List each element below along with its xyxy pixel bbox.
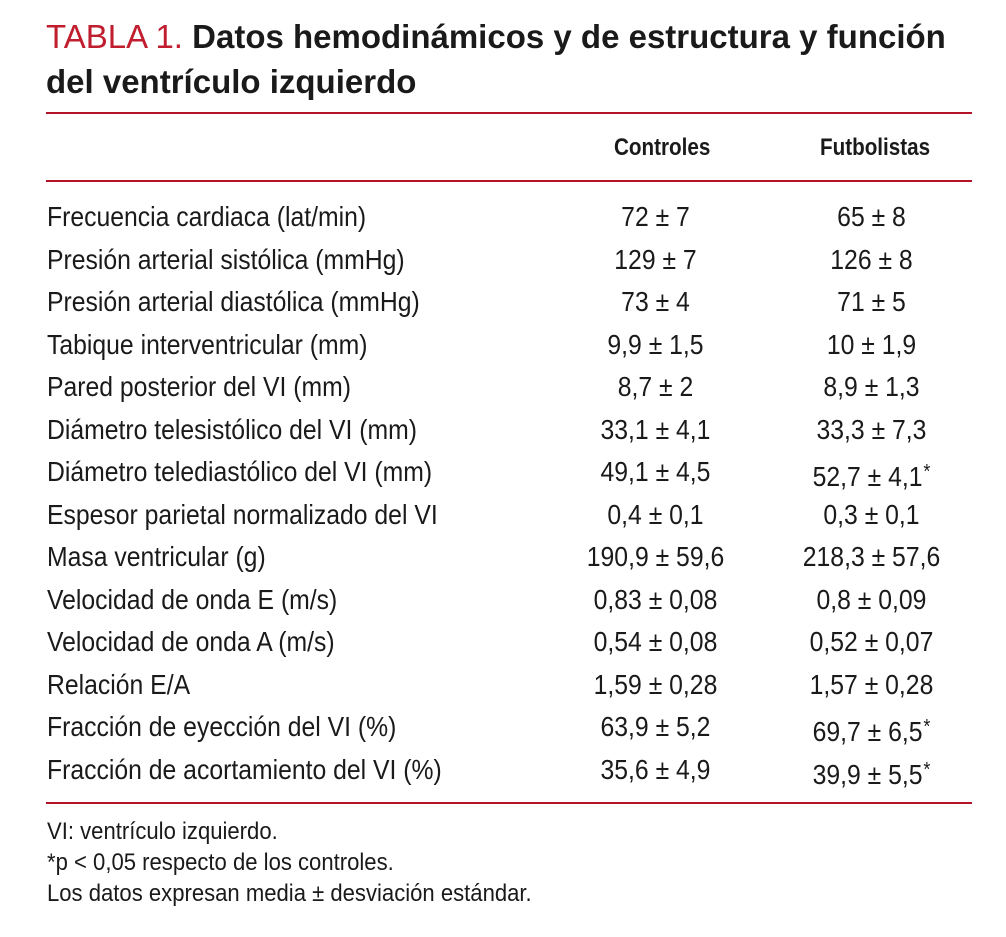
row-value-controles bbox=[559, 281, 753, 324]
row-value-futbolistas bbox=[775, 366, 969, 409]
table-row bbox=[0, 706, 1006, 749]
row-parameter: Presión arterial diastólica (mmHg) bbox=[47, 286, 420, 317]
row-value-futbolistas bbox=[775, 196, 969, 239]
row-value-controles bbox=[559, 366, 753, 409]
table-row bbox=[0, 621, 1006, 664]
row-value-controles bbox=[559, 664, 753, 707]
row-parameter: Fracción de eyección del VI (%) bbox=[47, 711, 397, 742]
table-row bbox=[0, 239, 1006, 282]
row-parameter: Masa ventricular (g) bbox=[47, 541, 266, 572]
row-parameter: Velocidad de onda A (m/s) bbox=[47, 626, 335, 657]
row-value-controles bbox=[559, 621, 753, 664]
row-value-controles bbox=[559, 494, 753, 537]
top-rule bbox=[46, 112, 972, 114]
significance-mark: * bbox=[923, 758, 931, 781]
table-title bbox=[46, 14, 976, 104]
value-text: 39,9 ± 5,5 bbox=[812, 758, 923, 790]
table-row bbox=[0, 409, 1006, 452]
row-value-controles bbox=[559, 749, 753, 792]
row-value-controles bbox=[559, 239, 753, 282]
value-text: 1,59 ± 0,28 bbox=[593, 668, 718, 700]
bottom-rule bbox=[46, 802, 972, 804]
value-text: 10 ± 1,9 bbox=[826, 328, 917, 360]
table-caption: Datos hemodinámicos y de estructura y función del ventrículo izquierdo bbox=[46, 18, 946, 100]
value-text: 1,57 ± 0,28 bbox=[809, 668, 934, 700]
table-footnotes bbox=[47, 816, 532, 909]
row-parameter: Relación E/A bbox=[47, 668, 191, 700]
value-text: 129 ± 7 bbox=[614, 243, 697, 275]
value-text: 8,9 ± 1,3 bbox=[823, 371, 920, 402]
value-text: 52,7 ± 4,1 bbox=[812, 461, 923, 492]
value-text: 65 ± 8 bbox=[837, 201, 906, 232]
row-value-futbolistas bbox=[775, 409, 969, 452]
value-text: 126 ± 8 bbox=[830, 243, 913, 275]
value-text: 0,8 ± 0,09 bbox=[816, 583, 927, 615]
footnote-abbreviation: VI: ventrículo izquierdo. bbox=[47, 818, 278, 845]
row-value-futbolistas bbox=[775, 494, 969, 537]
value-text: 190,9 ± 59,6 bbox=[586, 541, 725, 572]
significance-mark: * bbox=[923, 716, 931, 738]
value-text: 72 ± 7 bbox=[621, 201, 690, 232]
row-value-futbolistas bbox=[775, 664, 969, 707]
row-value-controles bbox=[559, 706, 753, 749]
value-text: 69,7 ± 6,5 bbox=[812, 716, 923, 747]
row-value-futbolistas bbox=[775, 749, 969, 797]
row-value-futbolistas bbox=[775, 536, 969, 579]
significance-mark: * bbox=[923, 461, 931, 483]
row-value-controles bbox=[559, 536, 753, 579]
table-row bbox=[0, 324, 1006, 367]
table-row bbox=[0, 494, 1006, 537]
row-value-controles bbox=[559, 409, 753, 452]
value-text: 8,7 ± 2 bbox=[617, 371, 694, 402]
table-row bbox=[0, 664, 1006, 707]
row-value-controles bbox=[559, 324, 753, 367]
row-value-futbolistas bbox=[775, 281, 969, 324]
table-row bbox=[0, 366, 1006, 409]
value-text: 0,52 ± 0,07 bbox=[809, 626, 934, 657]
value-text: 33,3 ± 7,3 bbox=[816, 413, 927, 445]
value-text: 71 ± 5 bbox=[837, 286, 906, 317]
value-text: 218,3 ± 57,6 bbox=[802, 541, 941, 572]
value-text: 73 ± 4 bbox=[621, 286, 690, 317]
row-value-futbolistas bbox=[775, 579, 969, 622]
row-parameter: Espesor parietal normalizado del VI bbox=[47, 498, 438, 530]
value-text: 9,9 ± 1,5 bbox=[607, 328, 704, 360]
value-text: 49,1 ± 4,5 bbox=[600, 456, 711, 487]
column-header-futbolistas: Futbolistas bbox=[820, 134, 931, 161]
row-parameter: Frecuencia cardiaca (lat/min) bbox=[47, 201, 367, 232]
value-text: 0,54 ± 0,08 bbox=[593, 626, 718, 657]
table-row bbox=[0, 536, 1006, 579]
value-text: 33,1 ± 4,1 bbox=[600, 413, 711, 445]
row-value-controles bbox=[559, 579, 753, 622]
footnote-significance: *p < 0,05 respecto de los controles. bbox=[47, 849, 394, 876]
value-text: 63,9 ± 5,2 bbox=[600, 711, 711, 742]
row-value-futbolistas bbox=[775, 706, 969, 754]
table-row bbox=[0, 196, 1006, 239]
table-row bbox=[0, 579, 1006, 622]
row-parameter: Diámetro telediastólico del VI (mm) bbox=[47, 456, 433, 487]
table-row bbox=[0, 281, 1006, 324]
row-parameter: Tabique interventricular (mm) bbox=[47, 328, 368, 360]
row-value-futbolistas bbox=[775, 621, 969, 664]
table-row bbox=[0, 451, 1006, 494]
row-value-futbolistas bbox=[775, 324, 969, 367]
header-rule bbox=[46, 180, 972, 182]
column-header-controles: Controles bbox=[614, 134, 711, 161]
value-text: 0,83 ± 0,08 bbox=[593, 583, 718, 615]
row-parameter: Velocidad de onda E (m/s) bbox=[47, 583, 338, 615]
row-parameter: Presión arterial sistólica (mmHg) bbox=[47, 243, 405, 275]
row-parameter: Fracción de acortamiento del VI (%) bbox=[47, 753, 442, 785]
row-value-controles bbox=[559, 451, 753, 494]
row-parameter: Pared posterior del VI (mm) bbox=[47, 371, 351, 402]
row-value-futbolistas bbox=[775, 451, 969, 499]
row-value-controles bbox=[559, 196, 753, 239]
table-row bbox=[0, 749, 1006, 792]
table-label: TABLA 1. bbox=[46, 18, 183, 55]
table-body bbox=[0, 196, 1006, 791]
value-text: 0,4 ± 0,1 bbox=[607, 498, 704, 530]
row-parameter: Diámetro telesistólico del VI (mm) bbox=[47, 413, 417, 445]
value-text: 35,6 ± 4,9 bbox=[600, 753, 711, 785]
footnote-data-format: Los datos expresan media ± desviación estándar. bbox=[47, 880, 532, 907]
value-text: 0,3 ± 0,1 bbox=[823, 498, 920, 530]
row-value-futbolistas bbox=[775, 239, 969, 282]
